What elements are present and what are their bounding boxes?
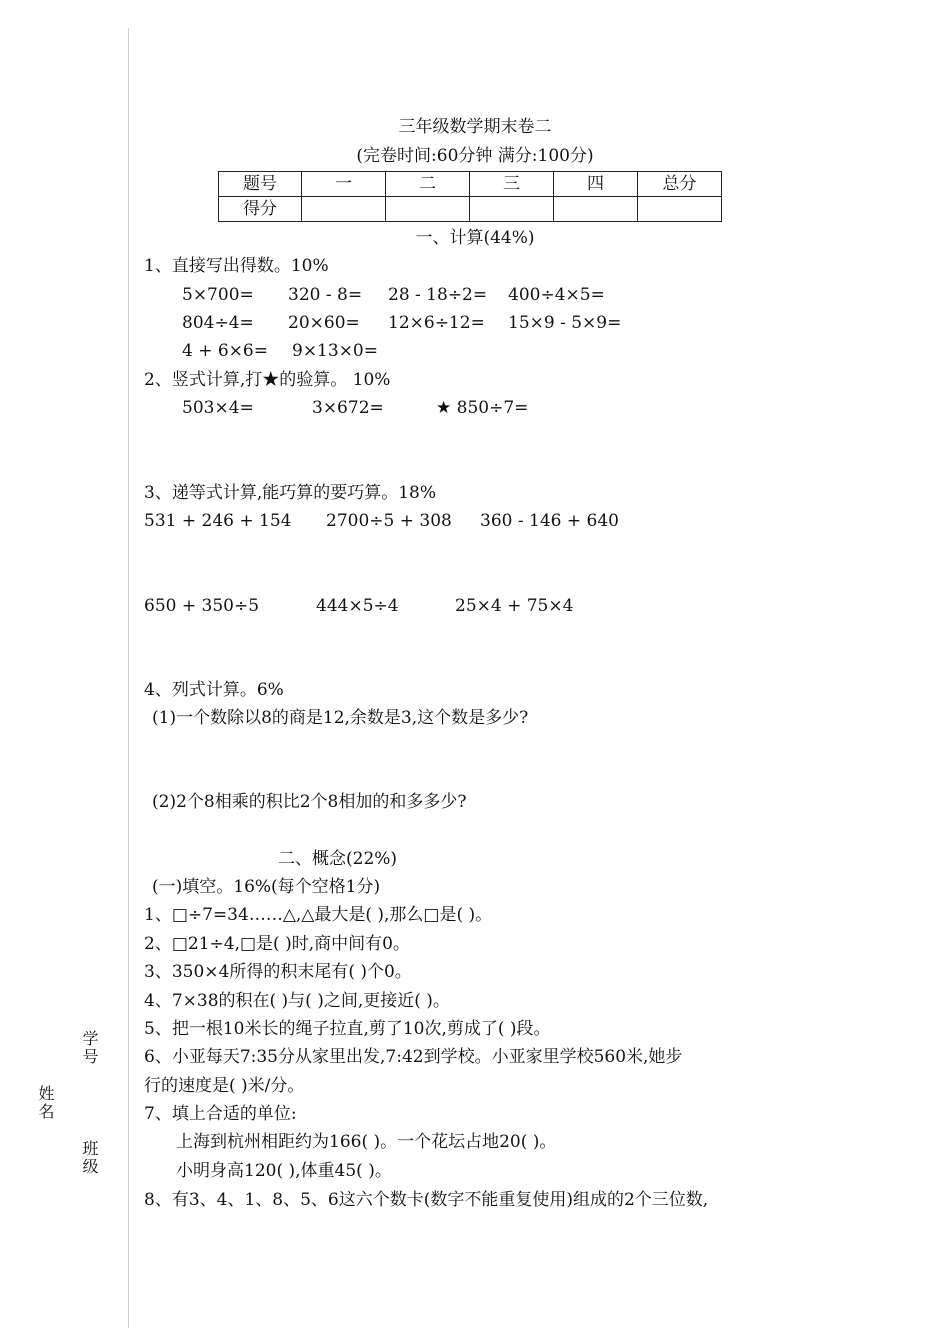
word-problem: (2)2个8相乘的积比2个8相加的和多多少? [152, 792, 467, 812]
score-cell: 得分 [219, 197, 302, 222]
math-item: 2700÷5 + 308 [326, 511, 452, 531]
score-cell: 四 [554, 172, 638, 197]
score-cell: 题号 [219, 172, 302, 197]
math-item: 25×4 + 75×4 [455, 596, 574, 616]
score-table [218, 171, 722, 222]
score-table-score-row [219, 197, 722, 222]
math-item: 3×672= [312, 398, 384, 418]
math-item: 444×5÷4 [316, 596, 399, 616]
math-item: 804÷4= [182, 313, 254, 333]
math-item: 12×6÷12= [388, 313, 485, 333]
math-item: 531 + 246 + 154 [144, 511, 292, 531]
fill-blank-line: 7、填上合适的单位: [144, 1104, 297, 1124]
section-title-concepts: 二、概念(22%) [278, 849, 398, 869]
math-item: 15×9 - 5×9= [508, 313, 622, 333]
math-item: 28 - 18÷2= [388, 285, 488, 305]
word-problem: (1)一个数除以8的商是12,余数是3,这个数是多少? [152, 708, 529, 728]
score-input-cell[interactable] [386, 197, 470, 222]
math-item: 360 - 146 + 640 [480, 511, 619, 531]
score-input-cell[interactable] [302, 197, 386, 222]
math-item: 9×13×0= [292, 341, 378, 361]
page-subtitle: (完卷时间:60分钟 满分:100分) [356, 146, 594, 166]
math-item: ★ 850÷7= [436, 398, 529, 418]
score-cell: 一 [302, 172, 386, 197]
side-label-class: 班级 [80, 1140, 99, 1176]
math-item: 4 + 6×6= [182, 341, 268, 361]
question-label: 1、直接写出得数。10% [144, 256, 329, 276]
fill-blank-line: 2、□21÷4,□是( )时,商中间有0。 [144, 934, 410, 954]
question-label: 3、递等式计算,能巧算的要巧算。18% [144, 483, 437, 503]
question-label: 2、竖式计算,打★的验算。 10% [144, 370, 391, 390]
fill-blank-line: 4、7×38的积在( )与( )之间,更接近( )。 [144, 991, 450, 1011]
question-label: 4、列式计算。6% [144, 680, 284, 700]
math-item: 20×60= [288, 313, 360, 333]
score-cell: 三 [470, 172, 554, 197]
margin-line [128, 28, 129, 1328]
side-label-name: 姓名 [36, 1085, 55, 1121]
fill-blank-line: 1、□÷7=34……△,△最大是( ),那么□是( )。 [144, 905, 493, 925]
score-input-cell[interactable] [554, 197, 638, 222]
math-item: 503×4= [182, 398, 254, 418]
section-title-calculation: 一、计算(44%) [415, 228, 535, 248]
score-table-header-row [219, 172, 722, 197]
score-cell: 二 [386, 172, 470, 197]
fill-blank-line: 3、350×4所得的积末尾有( )个0。 [144, 962, 412, 982]
fill-blank-line: 小明身高120( ),体重45( )。 [176, 1161, 392, 1181]
math-item: 400÷4×5= [508, 285, 605, 305]
score-cell: 总分 [638, 172, 722, 197]
fill-blank-line: 8、有3、4、1、8、5、6这六个数卡(数字不能重复使用)组成的2个三位数, [144, 1190, 709, 1210]
subsection-title-fill-blank: (一)填空。16%(每个空格1分) [152, 877, 381, 897]
score-input-cell[interactable] [638, 197, 722, 222]
fill-blank-line: 上海到杭州相距约为166( )。一个花坛占地20( )。 [176, 1132, 557, 1152]
math-item: 650 + 350÷5 [144, 596, 260, 616]
math-item: 5×700= [182, 285, 254, 305]
math-item: 320 - 8= [288, 285, 363, 305]
fill-blank-line: 5、把一根10米长的绳子拉直,剪了10次,剪成了( )段。 [144, 1019, 551, 1039]
fill-blank-line: 6、小亚每天7:35分从家里出发,7:42到学校。小亚家里学校560米,她步 [144, 1047, 683, 1067]
score-input-cell[interactable] [470, 197, 554, 222]
side-label-student-number: 学号 [80, 1030, 99, 1066]
fill-blank-line: 行的速度是( )米/分。 [144, 1076, 305, 1096]
page-title: 三年级数学期末卷二 [398, 117, 552, 137]
